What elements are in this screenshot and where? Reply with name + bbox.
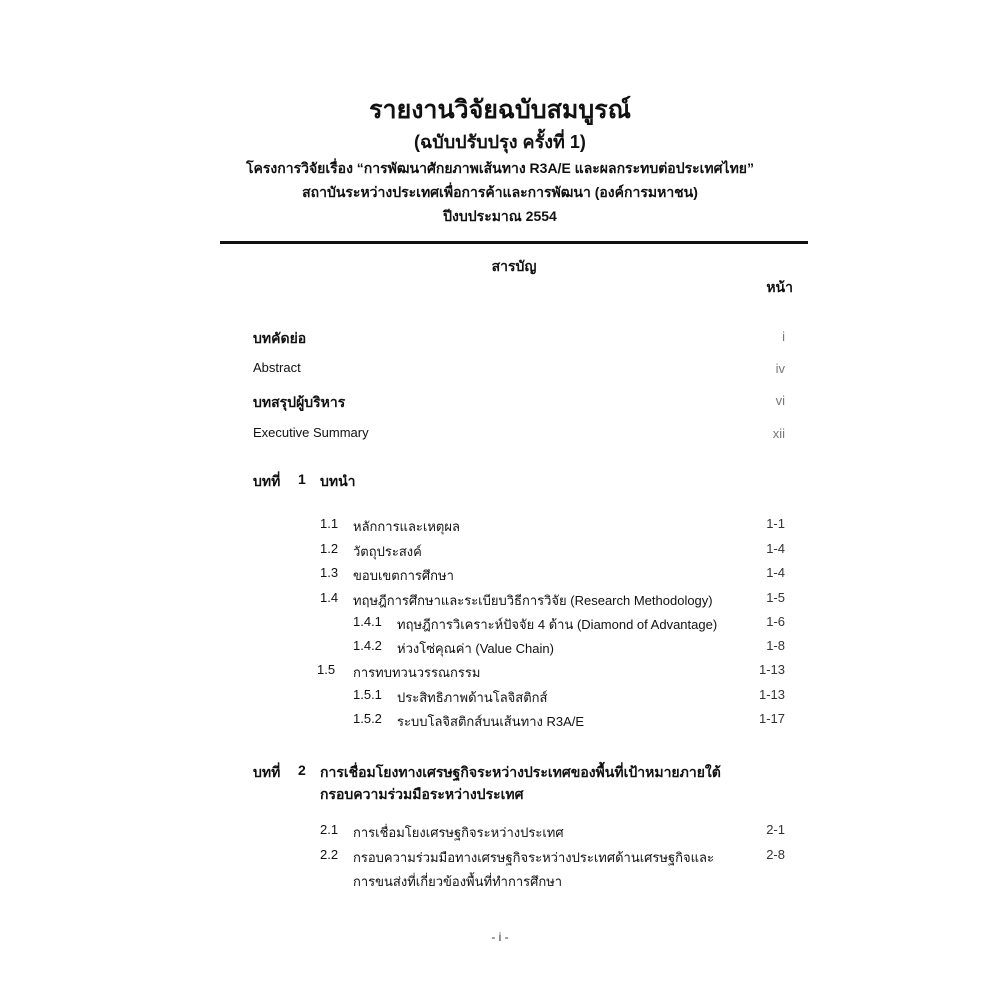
- chapter-title: บทนำ: [320, 473, 356, 489]
- section-page: 1-13: [758, 687, 785, 702]
- page-column-label: หน้า: [766, 279, 793, 295]
- section-title: กรอบความร่วมมือทางเศรษฐกิจระหว่างประเทศด้านเศรษฐกิจและ: [353, 850, 714, 865]
- subsection-number: 1.5.1: [353, 687, 382, 702]
- section-page: 1-4: [766, 565, 785, 580]
- toc-front-page: vi: [775, 393, 785, 408]
- subsection-title: ทฤษฎีการวิเคราะห์ปัจจัย 4 ด้าน (Diamond of Advantage): [397, 617, 718, 632]
- section-title-continued: การขนส่งที่เกี่ยวข้องพื้นที่ทำการศึกษา: [353, 874, 563, 889]
- report-title: รายงานวิจัยฉบับสมบูรณ์: [369, 96, 631, 124]
- section-number: 2.2: [320, 847, 339, 862]
- section-page: 1-5: [766, 590, 785, 605]
- toc-heading: สารบัญ: [491, 258, 537, 274]
- institute-name: สถาบันระหว่างประเทศเพื่อการค้าและการพัฒนา (องค์การมหาชน): [302, 184, 698, 200]
- section-page: 1-1: [766, 516, 785, 531]
- chapter-prefix: บทที่: [253, 473, 281, 489]
- toc-front-page: xii: [772, 426, 785, 441]
- section-number: 1.1: [320, 516, 339, 531]
- subsection-title: ประสิทธิภาพด้านโลจิสติกส์: [397, 690, 548, 705]
- chapter-number: 2: [298, 762, 306, 778]
- chapter-title-continued: กรอบความร่วมมือระหว่างประเทศ: [320, 786, 524, 802]
- section-page: 1-6: [766, 614, 785, 629]
- report-subtitle: (ฉบับปรับปรุง ครั้งที่ 1): [414, 132, 586, 152]
- section-title: การทบทวนวรรณกรรม: [353, 665, 481, 680]
- project-title: โครงการวิจัยเรื่อง “การพัฒนาศักยภาพเส้นทาง R3A/E และผลกระทบต่อประเทศไทย”: [245, 160, 755, 176]
- fiscal-year: ปีงบประมาณ 2554: [443, 208, 557, 224]
- section-number: 1.2: [320, 541, 339, 556]
- toc-front-page: iv: [775, 361, 785, 376]
- chapter-title: การเชื่อมโยงทางเศรษฐกิจระหว่างประเทศของพื้นที่เป้าหมายภายใต้: [320, 764, 721, 780]
- subsection-title: ระบบโลจิสติกส์บนเส้นทาง R3A/E: [397, 714, 585, 729]
- toc-front-label: Abstract: [253, 360, 301, 375]
- subsection-number: 1.4.2: [353, 638, 382, 653]
- section-number: 1.3: [320, 565, 339, 580]
- section-number: 1.4: [320, 590, 339, 605]
- subsection-title: ห่วงโซ่คุณค่า (Value Chain): [397, 641, 554, 656]
- page-number: - i -: [491, 930, 509, 944]
- section-number: 2.1: [320, 822, 339, 837]
- toc-front-label: Executive Summary: [253, 425, 369, 440]
- section-title: วัตถุประสงค์: [353, 544, 422, 559]
- section-page: 1-4: [766, 541, 785, 556]
- section-page: 1-13: [758, 662, 785, 677]
- section-number: 1.5: [317, 662, 336, 677]
- section-title: การเชื่อมโยงเศรษฐกิจระหว่างประเทศ: [353, 825, 564, 840]
- section-page: 2-8: [766, 847, 785, 862]
- subsection-number: 1.5.2: [353, 711, 382, 726]
- subsection-number: 1.4.1: [353, 614, 382, 629]
- toc-front-label: บทสรุปผู้บริหาร: [253, 394, 346, 410]
- toc-front-label: บทคัดย่อ: [253, 330, 307, 346]
- toc-front-page: i: [782, 329, 785, 344]
- chapter-number: 1: [298, 471, 306, 487]
- chapter-prefix: บทที่: [253, 764, 281, 780]
- section-title: ขอบเขตการศึกษา: [353, 568, 454, 583]
- section-title: ทฤษฎีการศึกษาและระเบียบวิธีการวิจัย (Research Methodology): [353, 593, 713, 608]
- section-page: 1-8: [766, 638, 785, 653]
- section-page: 1-17: [758, 711, 785, 726]
- section-page: 2-1: [766, 822, 785, 837]
- header-divider: [220, 241, 808, 244]
- section-title: หลักการและเหตุผล: [353, 519, 460, 534]
